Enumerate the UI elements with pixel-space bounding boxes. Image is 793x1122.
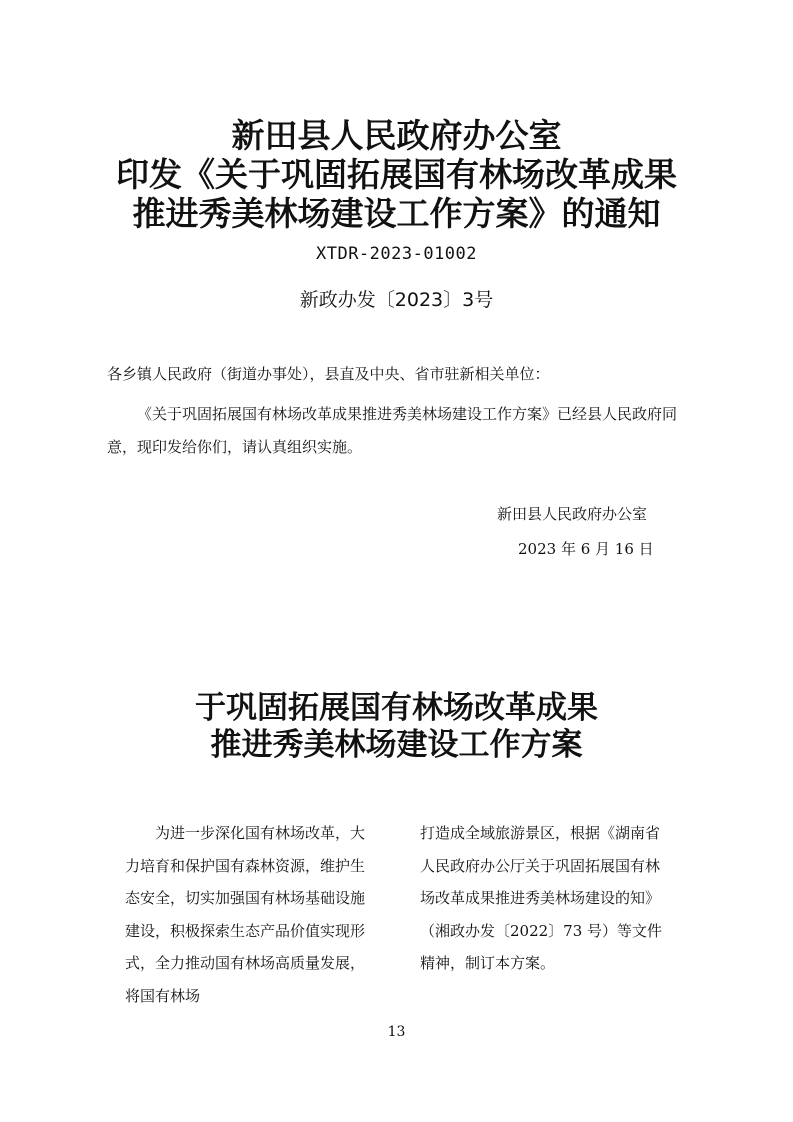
plan-title	[60, 690, 733, 764]
addressee: 各乡镇人民政府（街道办事处），县直及中央、省市驻新相关单位：	[107, 365, 550, 383]
notice-title	[60, 116, 733, 233]
plan-column-left	[125, 817, 378, 1013]
notice-title-line-2: 印发《关于巩固拓展国有林场改革成果	[116, 155, 677, 194]
plan-title-line-1: 于巩固拓展国有林场改革成果	[195, 690, 598, 726]
notice-body: 《关于巩固拓展国有林场改革成果推进秀美林场建设工作方案》已经县人民政府同意，现印发给你们，请认真组织实施。	[107, 405, 678, 456]
signature-organization: 新田县人民政府办公室	[497, 505, 648, 523]
plan-column-right	[420, 817, 673, 980]
plan-paragraph-right: 打造成全域旅游景区，根据《湖南省人民政府办公厅关于巩固拓展国有林场改革成果推进秀美林场建设的知》（湘政办发〔2022〕73 号）等文件精神，制订本方案。	[420, 824, 663, 973]
notice-title-line-1: 新田县人民政府办公室	[231, 116, 562, 155]
plan-paragraph-left: 为进一步深化国有林场改革，大力培育和保护国有森林资源，维护生态安全，切实加强国有林场基础设施建设，积极探索生态产品价值实现形式，全力推动国有林场高质量发展，将国有林场	[125, 824, 366, 1005]
signature-date: 2023 年 6 月 16 日	[518, 540, 654, 558]
document-number: 新政办发〔2023〕3号	[299, 289, 494, 311]
notice-title-line-3: 推进秀美林场建设工作方案》的通知	[132, 194, 661, 233]
document-code: XTDR-2023-01002	[315, 244, 478, 264]
page-number: 13	[387, 1024, 406, 1040]
plan-title-line-2: 推进秀美林场建设工作方案	[210, 727, 583, 763]
